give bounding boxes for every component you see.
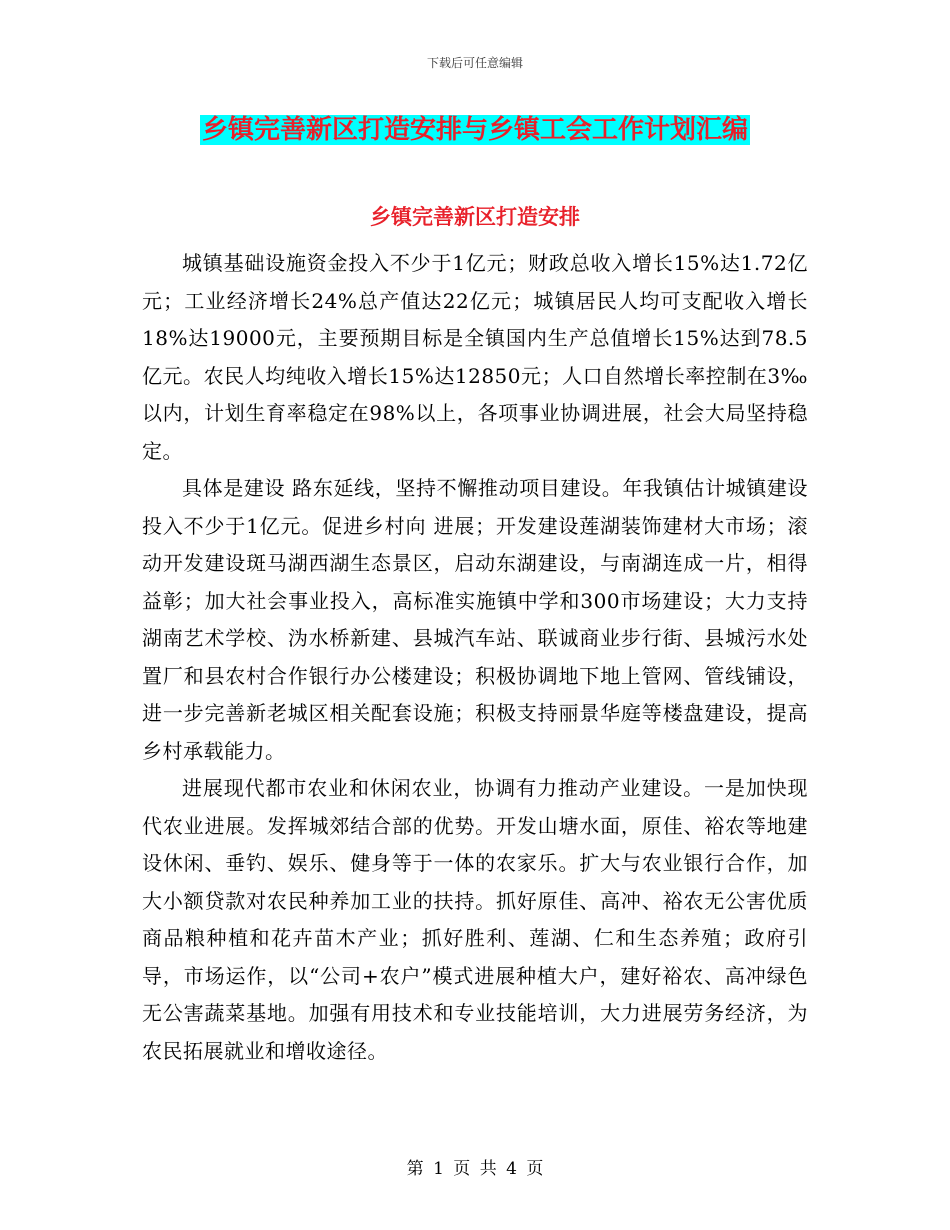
header-note: 下载后可任意编辑 xyxy=(426,56,523,70)
section-title: 乡镇完善新区打造安排 xyxy=(370,204,580,229)
paragraph: 进展现代都市农业和休闲农业，协调有力推动产业建设。一是加快现代农业进展。发挥城郊结合部的优势。开发山塘水面，原佳、裕农等地建设休闲、垂钓、娱乐、健身等于一体的农家乐。扩大与农业银行合作，加大小额贷款对农民种养加工业的扶持。抓好原佳、高冲、裕农无公害优质商品粮种植和花卉苗木产业；抓好胜利、莲湖、仁和生态养殖；政府引导，市场运作，以“公司+农户”模式进展种植大户，建好裕农、高冲绿色无公害蔬菜基地。加强有用技术和专业技能培训，大力进展劳务经济，为农民拓展就业和增收途径。 xyxy=(142,776,808,1063)
body-text xyxy=(142,245,808,1070)
paragraph: 具体是建设 路东延线，坚持不懈推动项目建设。年我镇估计城镇建设投入不少于1亿元。促进乡村向 进展；开发建设莲湖装饰建材大市场；滚动开发建设斑马湖西湖生态景区，启动东湖建设，与南湖连成一片，相得益彰；加大社会事业投入，高标准实施镇中学和300市场建设；大力支持湖南艺术学校、沩水桥新建、县城汽车站、联诚商业步行街、县城污水处置厂和县农村合作银行办公楼建设；积极协调地下地上管网、管线铺设，进一步完善新老城区相关配套设施；积极支持丽景华庭等楼盘建设，提高乡村承载能力。 xyxy=(142,476,808,763)
page-number: 第 1 页 共 4 页 xyxy=(406,1159,544,1179)
paragraph: 城镇基础设施资金投入不少于1亿元；财政总收入增长15%达1.72亿元；工业经济增长24%总产值达22亿元；城镇居民人均可支配收入增长18%达19000元，主要预期目标是全镇国内生产总值增长15%达到78.5亿元。农民人均纯收入增长15%达12850元；人口自然增长率控制在3‰以内，计划生育率稳定在98%以上，各项事业协调进展，社会大局坚持稳定。 xyxy=(142,251,808,463)
document-title xyxy=(0,112,950,148)
document-title-text: 乡镇完善新区打造安排与乡镇工会工作计划汇编 xyxy=(201,115,748,145)
